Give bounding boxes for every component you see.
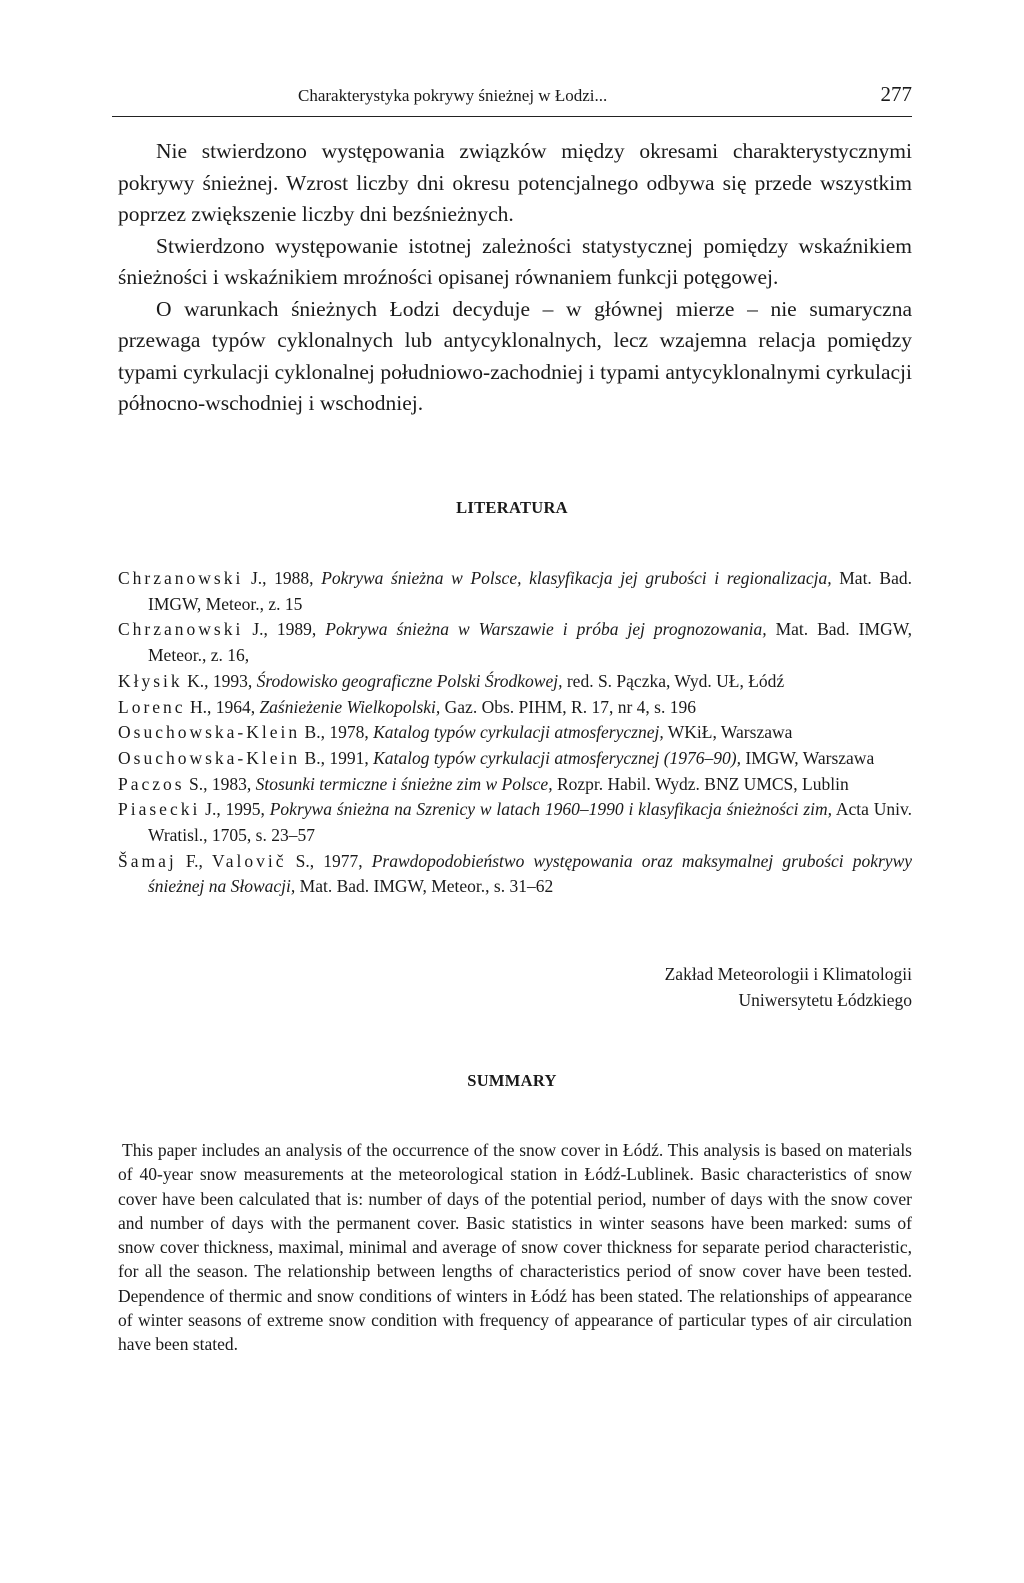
reference-item: [118, 746, 912, 772]
reference-details: Rozpr. Habil. Wydz. BNZ UMCS, Lublin: [552, 773, 849, 794]
reference-author: Kłysik: [118, 670, 183, 691]
reference-details: WKiŁ, Warszawa: [663, 722, 793, 743]
body-text: [118, 136, 912, 420]
reference-title: Katalog typów cyrkulacji atmosferycznej,: [373, 722, 664, 743]
body-paragraph: O warunkach śnieżnych Łodzi decyduje – w głównej mierze – nie sumaryczna przewaga typów cyklonalnych lub antycyklonalnych, lecz wzajemna relacja pomiędzy typami cyrkulacji cyklonalnej południowo-zachodniej i typami antycyklonalnymi cyrkulacji północno-wschodniej i wschodniej.: [118, 296, 912, 415]
reference-title: Katalog typów cyrkulacji atmosferycznej (1976–90),: [373, 747, 741, 768]
affiliation-department: Zakład Meteorologii i Klimatologii: [664, 964, 912, 984]
reference-details: Mat. Bad. IMGW, Meteor., s. 31–62: [295, 876, 554, 897]
reference-item: [118, 566, 912, 617]
summary-heading: SUMMARY: [467, 1071, 557, 1090]
reference-author: Osuchowska-Klein: [118, 722, 301, 743]
reference-title: Środowisko geograficzne Polski Środkowej,: [256, 670, 563, 691]
reference-details: Gaz. Obs. PIHM, R. 17, nr 4, s. 196: [440, 696, 696, 717]
reference-title: Pokrywa śnieżna w Polsce, klasyfikacja jej grubości i regionalizacja,: [321, 568, 832, 588]
reference-title: Pokrywa śnieżna na Szrenicy w latach 1960–1990 i klasyfikacja śnieżności zim,: [269, 799, 833, 820]
reference-author: Paczos: [118, 773, 185, 794]
reference-item: [118, 849, 912, 900]
reference-year: J., 1988,: [243, 568, 322, 588]
reference-year: B., 1991,: [300, 747, 374, 768]
reference-details: Acta Univ. Wratisl., 1705, s. 23–57: [148, 799, 913, 846]
body-paragraph: Stwierdzono występowanie istotnej zależności statystycznej pomiędzy wskaźnikiem śnieżności i wskaźnikiem mroźności opisanej równaniem funkcji potęgowej.: [118, 233, 912, 289]
reference-author-2: Valovič: [212, 850, 287, 871]
reference-author: Chrzanowski: [118, 619, 244, 640]
reference-author: Chrzanowski: [118, 568, 244, 588]
reference-year: K., 1993,: [182, 670, 257, 691]
reference-year: S., 1977,: [286, 850, 372, 871]
reference-title: Stosunki termiczne i śnieżne zim w Polsce,: [255, 773, 553, 794]
affiliation-university: Uniwersytetu Łódzkiego: [738, 989, 912, 1010]
reference-details: Mat. Bad. IMGW, Meteor., z. 16,: [148, 619, 912, 666]
running-header: [112, 76, 912, 117]
reference-author: Šamaj: [118, 850, 177, 871]
summary-text: This paper includes an analysis of the occurrence of the snow cover in Łódź. This analysis is based on materials of 40-year snow measurements at the meteorological station in Łódź-Lublinek. Basic characteristics of snow cover have been calculated that is: number of days of the potential period, number of days with the snow cover and number of days with the permanent cover. Basic statistics in winter seasons have been marked: sums of snow cover thickness, maximal, minimal and average of snow cover thickness for separate period characteristic, for all the season. The relationship between lengths of characteristics period of snow cover have been tested. Dependence of thermic and snow conditions of winters in Łódź has been stated. The relationships of appearance of winter seasons of extreme snow condition with frequency of appearance of particular types of air circulation have been stated.: [118, 1140, 912, 1355]
reference-item: [118, 617, 912, 668]
reference-item: [118, 669, 912, 695]
reference-details: Mat. Bad. IMGW, Meteor., z. 15: [148, 568, 912, 614]
reference-year: J., 1989,: [243, 619, 326, 640]
reference-list: [118, 566, 912, 900]
running-title: Charakterystyka pokrywy śnieżnej w Łodzi...: [298, 86, 608, 105]
reference-details: red. S. Pączka, Wyd. UŁ, Łódź: [562, 670, 785, 691]
literature-heading: LITERATURA: [456, 498, 568, 517]
reference-year: J., 1995,: [200, 799, 270, 820]
reference-item: [118, 797, 912, 848]
reference-author: Lorenc: [118, 696, 186, 717]
reference-title: Prawdopodobieństwo występowania oraz maksymalnej grubości pokrywy śnieżnej na Słowacji,: [148, 850, 913, 897]
summary: [118, 1138, 912, 1357]
page-number: 277: [880, 82, 912, 106]
reference-initial: F.,: [176, 850, 213, 871]
reference-item: [118, 720, 912, 746]
reference-year: H., 1964,: [185, 696, 260, 717]
reference-author: Osuchowska-Klein: [118, 747, 301, 768]
affiliation: [665, 962, 912, 1013]
reference-author: Piasecki: [118, 799, 201, 820]
reference-details: IMGW, Warszawa: [741, 747, 875, 768]
reference-item: [118, 772, 912, 798]
reference-item: [118, 695, 912, 721]
reference-year: B., 1978,: [300, 722, 374, 743]
reference-title: Zaśnieżenie Wielkopolski,: [259, 696, 441, 717]
reference-title: Pokrywa śnieżna w Warszawie i próba jej prognozowania,: [325, 619, 767, 640]
body-paragraph: Nie stwierdzono występowania związków między okresami charakterystycznymi pokrywy śnieżnej. Wzrost liczby dni okresu potencjalnego odbywa się przede wszystkim poprzez zwiększenie liczby dni bezśnieżnych.: [118, 139, 912, 226]
reference-year: S., 1983,: [184, 773, 256, 794]
